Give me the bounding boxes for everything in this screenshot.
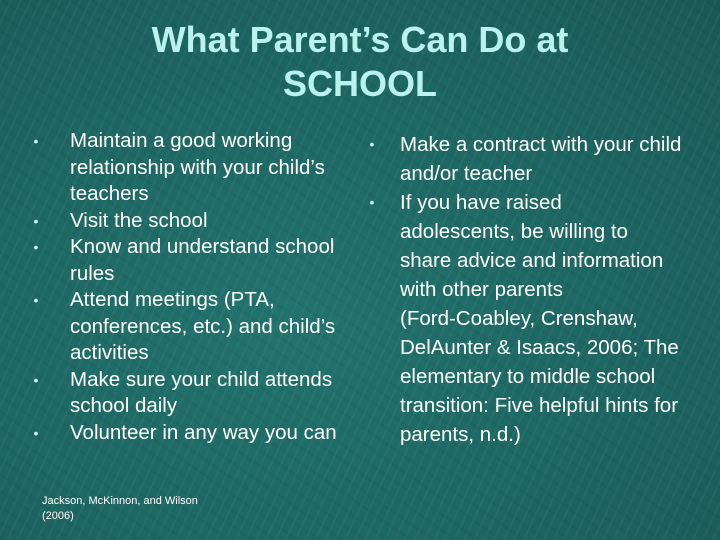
list-item-text: Know and understand school rules [70, 235, 335, 285]
left-column [26, 128, 344, 446]
list-item-text: Make a contract with your child and/or teacher [400, 133, 682, 185]
left-bullet-list [26, 128, 344, 446]
bullet-icon: • [33, 371, 39, 388]
right-bullet-list [362, 130, 682, 304]
list-item [26, 420, 344, 447]
left-citation: Jackson, McKinnon, and Wilson (2006) [42, 495, 198, 522]
list-item [26, 234, 344, 287]
bullet-icon: • [369, 194, 375, 210]
slide-title-line-2: SCHOOL [282, 63, 437, 104]
bullet-icon: • [33, 239, 39, 255]
slide-title [0, 18, 720, 106]
bullet-icon: • [33, 424, 39, 441]
list-item [26, 128, 344, 208]
list-item-text: Attend meetings (PTA, conferences, etc.) and child’s activities [70, 288, 336, 364]
slide-title-line-1: What Parent’s Can Do at [151, 19, 569, 60]
list-item [362, 188, 682, 304]
list-item-text: If you have raised adolescents, be willing to share advice and information with other parents [400, 191, 664, 301]
list-item-text: Make sure your child attends school daily [70, 367, 333, 417]
bullet-icon: • [33, 133, 39, 149]
list-item [26, 208, 344, 235]
list-item [26, 367, 344, 420]
list-item-text: Volunteer in any way you can [70, 420, 337, 444]
bullet-icon: • [33, 292, 39, 308]
list-item [362, 130, 682, 188]
bullet-icon: • [369, 136, 375, 152]
right-citation: (Ford-Coabley, Crenshaw, DelAunter & Isaacs, 2006; The elementary to middle school transition: Five helpful hints for parents, n.d.) [400, 307, 679, 446]
list-item [26, 287, 344, 367]
list-item-text: Visit the school [70, 208, 208, 232]
right-column [362, 130, 682, 449]
bullet-icon: • [33, 212, 39, 229]
list-item-text: Maintain a good working relationship with your child’s teachers [70, 129, 325, 205]
